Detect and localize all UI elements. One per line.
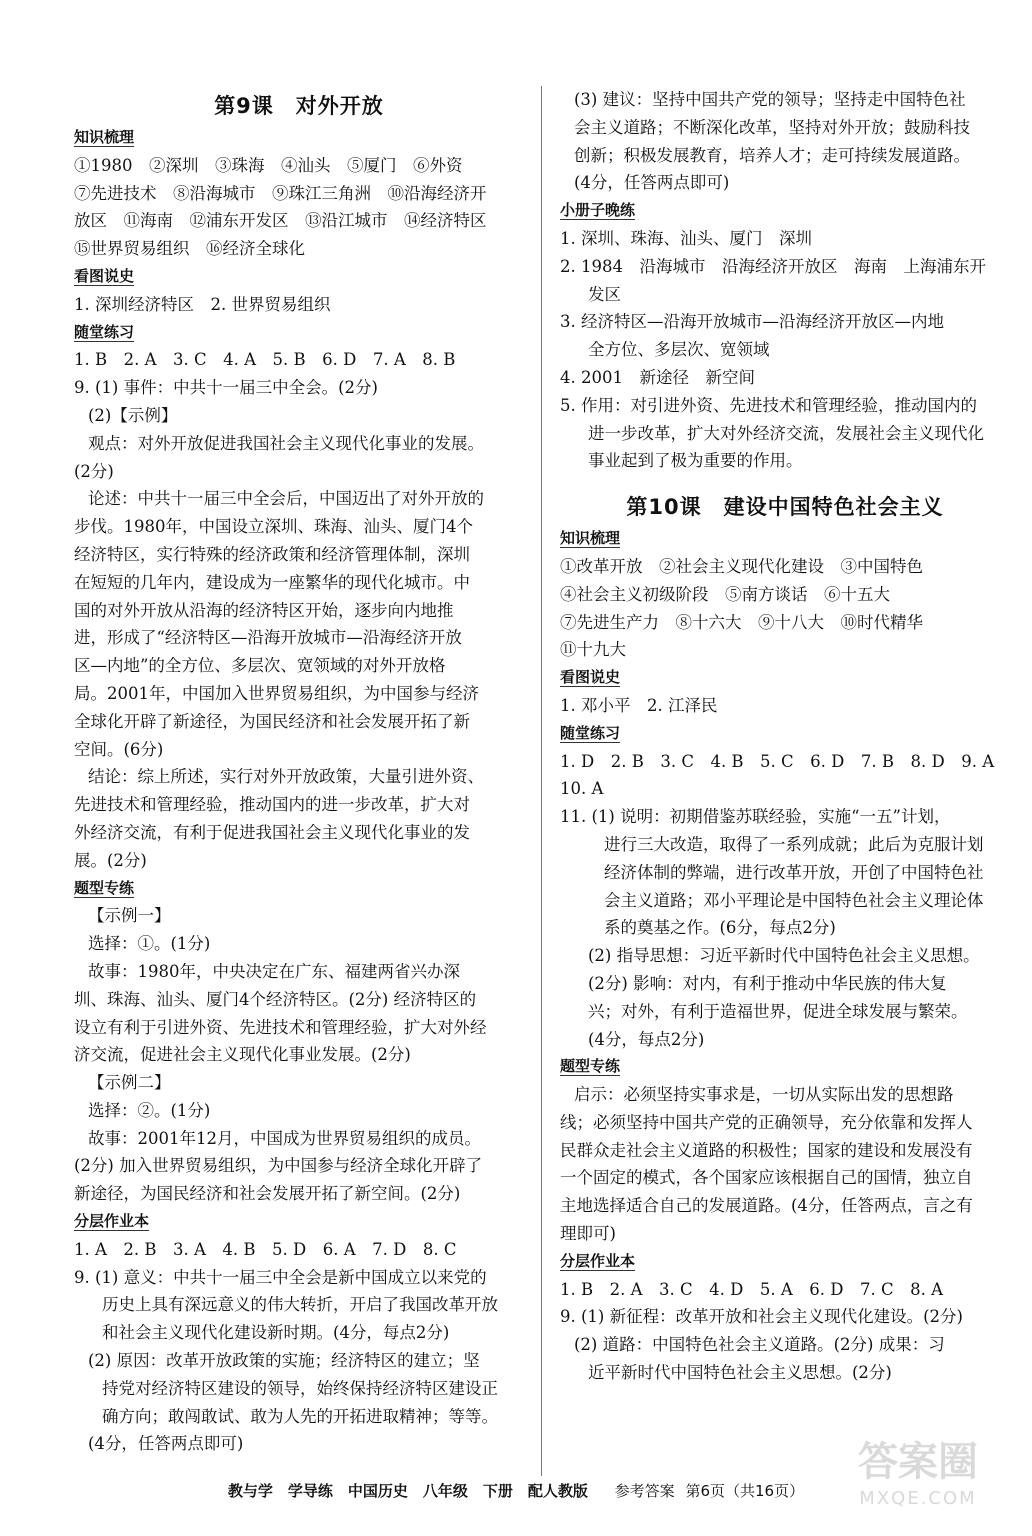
answer-line: (3) 建议：坚持中国共产党的领导；坚持走中国特色社 (574, 90, 966, 109)
answer-line: 论述：中共十一届三中全会后，中国迈出了对外开放的 (88, 489, 484, 509)
answer-line: 10. A (560, 779, 604, 799)
section-heading-label: 题型专练 (74, 878, 135, 897)
answer-line: (2分) 加入世界贸易组织，为中国参与经济全球化开辟了 (74, 1156, 483, 1176)
watermark-logo (828, 1436, 1008, 1526)
answer-line: 空间。(6分) (74, 739, 164, 759)
answer-line: 理即可) (560, 1224, 616, 1244)
answer-line: 线；必须坚持中国共产党的正确领导，充分依靠和发挥人 (560, 1112, 973, 1132)
column-divider (541, 86, 542, 1476)
section-heading (560, 720, 1010, 748)
answer-line: 事业起到了极为重要的作用。 (588, 451, 803, 471)
section-heading (560, 1053, 1010, 1081)
section-heading-label: 知识梳理 (74, 128, 135, 146)
answer-line: 放区 ⑪海南 ⑫浦东开发区 ⑬沿江城市 ⑭经济特区 (74, 211, 487, 231)
answer-line: ①1980 ②深圳 ③珠海 ④汕头 ⑤厦门 ⑥外资 (74, 155, 463, 175)
answer-line: 【示例一】 (88, 906, 171, 926)
answer-line: 创新；积极发展教育，培养人才；走可持续发展道路。 (574, 145, 970, 165)
footer-section: 参考答案 (614, 1482, 675, 1500)
answer-line: 观点：对外开放促进我国社会主义现代化事业的发展。 (88, 433, 484, 453)
answer-line: 经济特区，实行特殊的经济政策和经济管理体制，深圳 (74, 544, 470, 564)
answer-line: 会主义道路；不断深化改革，坚持对外开放；鼓励科技 (574, 117, 970, 137)
answer-line: (4分，任答两点即可) (574, 173, 730, 193)
answer-line: 系的奠基之作。(6分，每点2分) (604, 918, 836, 938)
answer-line: 选择：②。(1分) (88, 1100, 211, 1120)
section-heading (560, 197, 1010, 225)
answer-line: 历史上具有深远意义的伟大转折，开启了我国改革开放 (102, 1295, 498, 1315)
section-heading (74, 319, 524, 347)
answer-line: ⑦先进生产力 ⑧十六大 ⑨十八大 ⑩时代精华 (560, 612, 923, 632)
left-column (74, 88, 524, 1458)
answer-line: 1. A 2. B 3. A 4. B 5. D 6. A 7. D 8. C (74, 1239, 457, 1259)
answer-line: 1. 邓小平 2. 江泽民 (560, 695, 718, 715)
section-heading (74, 263, 524, 291)
answer-line: 近平新时代中国特色社会主义思想。(2分) (588, 1363, 892, 1383)
answer-line: 济交流，促进社会主义现代化事业发展。(2分) (74, 1045, 411, 1065)
answer-line: (2) 道路：中国特色社会主义道路。(2分) 成果：习 (574, 1335, 945, 1355)
answer-line: (2分) (74, 461, 114, 481)
answer-line: 圳、珠海、汕头、厦门4个经济特区。(2分) 经济特区的 (74, 989, 477, 1009)
answer-line: 9. (1) 事件：中共十一届三中全会。(2分) (74, 378, 378, 398)
spacer (560, 475, 1010, 489)
answer-line: 选择：①。(1分) (88, 934, 211, 954)
answer-line: 一个固定的模式，各个国家应该根据自己的国情，独立自 (560, 1168, 973, 1188)
section-heading-label: 看图说史 (560, 668, 621, 687)
section-heading-label: 看图说史 (74, 266, 135, 285)
answer-line: (2) 指导思想：习近平新时代中国特色社会主义思想。 (588, 946, 980, 966)
section-heading (560, 1248, 1010, 1276)
section-heading (74, 1208, 524, 1236)
answer-line: 3. 经济特区—沿海开放城市—沿海经济开放区—内地 (560, 312, 944, 332)
answer-line: 进，形成了“经济特区—沿海开放城市—沿海经济开放 (74, 628, 462, 648)
section-heading-label: 知识梳理 (560, 529, 621, 548)
answer-line: ⑦先进技术 ⑧沿海城市 ⑨珠江三角洲 ⑩沿海经济开 (74, 183, 487, 203)
answer-line: ⑮世界贸易组织 ⑯经济全球化 (74, 239, 305, 259)
answer-line: 主地选择适合自己的发展道路。(4分，任答两点，言之有 (560, 1196, 973, 1216)
answer-line: 1. B 2. A 3. C 4. D 5. A 6. D 7. C 8. A (560, 1279, 943, 1299)
answer-line: 局。2001年，中国加入世界贸易组织，为中国参与经济 (74, 683, 479, 703)
answer-line: 9. (1) 意义：中共十一届三中全会是新中国成立以来党的 (74, 1267, 487, 1287)
answer-line: 进行三大改造，取得了一系列成就；此后为克服计划 (604, 834, 984, 854)
answer-line: 4. 2001 新途径 新空间 (560, 367, 755, 387)
answer-line: 11. (1) 说明：初期借鉴苏联经验，实施“一五”计划， (560, 807, 951, 827)
answer-line: 5. 作用：对引进外资、先进技术和管理经验，推动国内的 (560, 395, 977, 415)
footer-page-number: 第6页（共16页） (685, 1482, 805, 1500)
answer-line: 会主义道路；邓小平理论是中国特色社会主义理论体 (604, 890, 984, 910)
watermark-text: 答案圈 (858, 1439, 978, 1485)
answer-line: 新途径，为国民经济和社会发展开拓了新空间。(2分) (74, 1184, 461, 1204)
section-heading-label: 题型专练 (560, 1057, 621, 1076)
answer-line: 故事：1980年，中央决定在广东、福建两省兴办深 (88, 961, 460, 981)
answer-line: 全方位、多层次、宽领域 (588, 340, 770, 360)
answer-line: 确方向；敢闯敢试、敢为人先的开拓进取精神；等等。 (102, 1406, 498, 1426)
answer-line: ⑪十九大 (560, 640, 626, 660)
answer-line: 兴；对外，有利于造福世界，促进全球发展与繁荣。 (588, 1001, 968, 1021)
answer-line: (4分，每点2分) (588, 1029, 705, 1049)
answer-line: 1. B 2. A 3. C 4. A 5. B 6. D 7. A 8. B (74, 350, 456, 370)
answer-line: 外经济交流，有利于促进我国社会主义现代化事业的发 (74, 822, 470, 842)
watermark-url: MXQE.COM (859, 1488, 977, 1509)
answer-line: (2分) 影响：对内，有利于推动中华民族的伟大复 (588, 973, 947, 993)
answer-line: 持党对经济特区建设的领导，始终保持经济特区建设正 (102, 1378, 498, 1398)
answer-line: 9. (1) 新征程：改革开放和社会主义现代化建设。(2分) (560, 1307, 963, 1327)
right-column (560, 86, 1010, 1387)
answer-line: 经济体制的弊端，进行改革开放，开创了中国特色社 (604, 862, 984, 882)
answer-line: 展。(2分) (74, 850, 147, 870)
answer-line: 启示：必须坚持实事求是，一切从实际出发的思想路 (574, 1085, 954, 1105)
answer-line: 民群众走社会主义道路的积极性；国家的建设和发展没有 (560, 1140, 973, 1160)
answer-line: (4分，任答两点即可) (88, 1434, 244, 1454)
answer-line: 设立有利于引进外资、先进技术和管理经验，扩大对外经 (74, 1017, 487, 1037)
section-heading-label: 分层作业本 (560, 1251, 636, 1270)
answer-line: 区—内地”的全方位、多层次、宽领域的对外开放格 (74, 656, 446, 676)
answer-line: 进一步改革，扩大对外经济交流，发展社会主义现代化 (588, 423, 984, 443)
answer-line: 在短短的几年内，建设成为一座繁华的现代化城市。中 (74, 572, 470, 592)
answer-line: 1. 深圳经济特区 2. 世界贸易组织 (74, 294, 331, 314)
answer-line: (2)【示例】 (88, 405, 178, 425)
answer-line: 1. 深圳、珠海、汕头、厦门 深圳 (560, 228, 812, 248)
section-heading-label: 随堂练习 (74, 322, 135, 341)
answer-line: 结论：综上所述，实行对外开放政策，大量引进外资、 (88, 767, 484, 787)
lesson-title: 第10课 建设中国特色社会主义 (626, 495, 944, 520)
answer-line: 先进技术和管理经验，推动国内的进一步改革，扩大对 (74, 795, 470, 815)
answer-line: 【示例二】 (88, 1073, 171, 1093)
answer-line: (2) 原因：改革开放政策的实施；经济特区的建立；坚 (88, 1351, 480, 1371)
section-heading-label: 小册子晚练 (560, 201, 636, 220)
answer-line: 和社会主义现代化建设新时期。(4分，每点2分) (102, 1323, 450, 1343)
answer-line: ④社会主义初级阶段 ⑤南方谈话 ⑥十五大 (560, 584, 890, 604)
answer-line: ①改革开放 ②社会主义现代化建设 ③中国特色 (560, 556, 923, 576)
section-heading (74, 875, 524, 903)
answer-line: 发区 (588, 284, 621, 304)
lesson-title: 第9课 对外开放 (214, 94, 384, 118)
answer-line: 全球化开辟了新途径，为国民经济和社会发展开拓了新 (74, 711, 470, 731)
footer-series: 教与学 学导练 中国历史 八年级 下册 配人教版 (227, 1482, 588, 1500)
section-heading (560, 525, 1010, 553)
answer-line: 故事：2001年12月，中国成为世界贸易组织的成员。 (88, 1128, 481, 1148)
answer-line: 国的对外开放从沿海的经济特区开始，逐步向内地推 (74, 600, 454, 620)
answer-line: 2. 1984 沿海城市 沿海经济开放区 海南 上海浦东开 (560, 256, 986, 276)
section-heading-label: 随堂练习 (560, 723, 621, 742)
section-heading-label: 分层作业本 (74, 1212, 150, 1231)
section-heading (74, 124, 524, 152)
section-heading (560, 664, 1010, 692)
answer-line: 1. D 2. B 3. C 4. B 5. C 6. D 7. B 8. D 9. A (560, 751, 995, 771)
answer-line: 步伐。1980年，中国设立深圳、珠海、汕头、厦门4个 (74, 517, 473, 537)
